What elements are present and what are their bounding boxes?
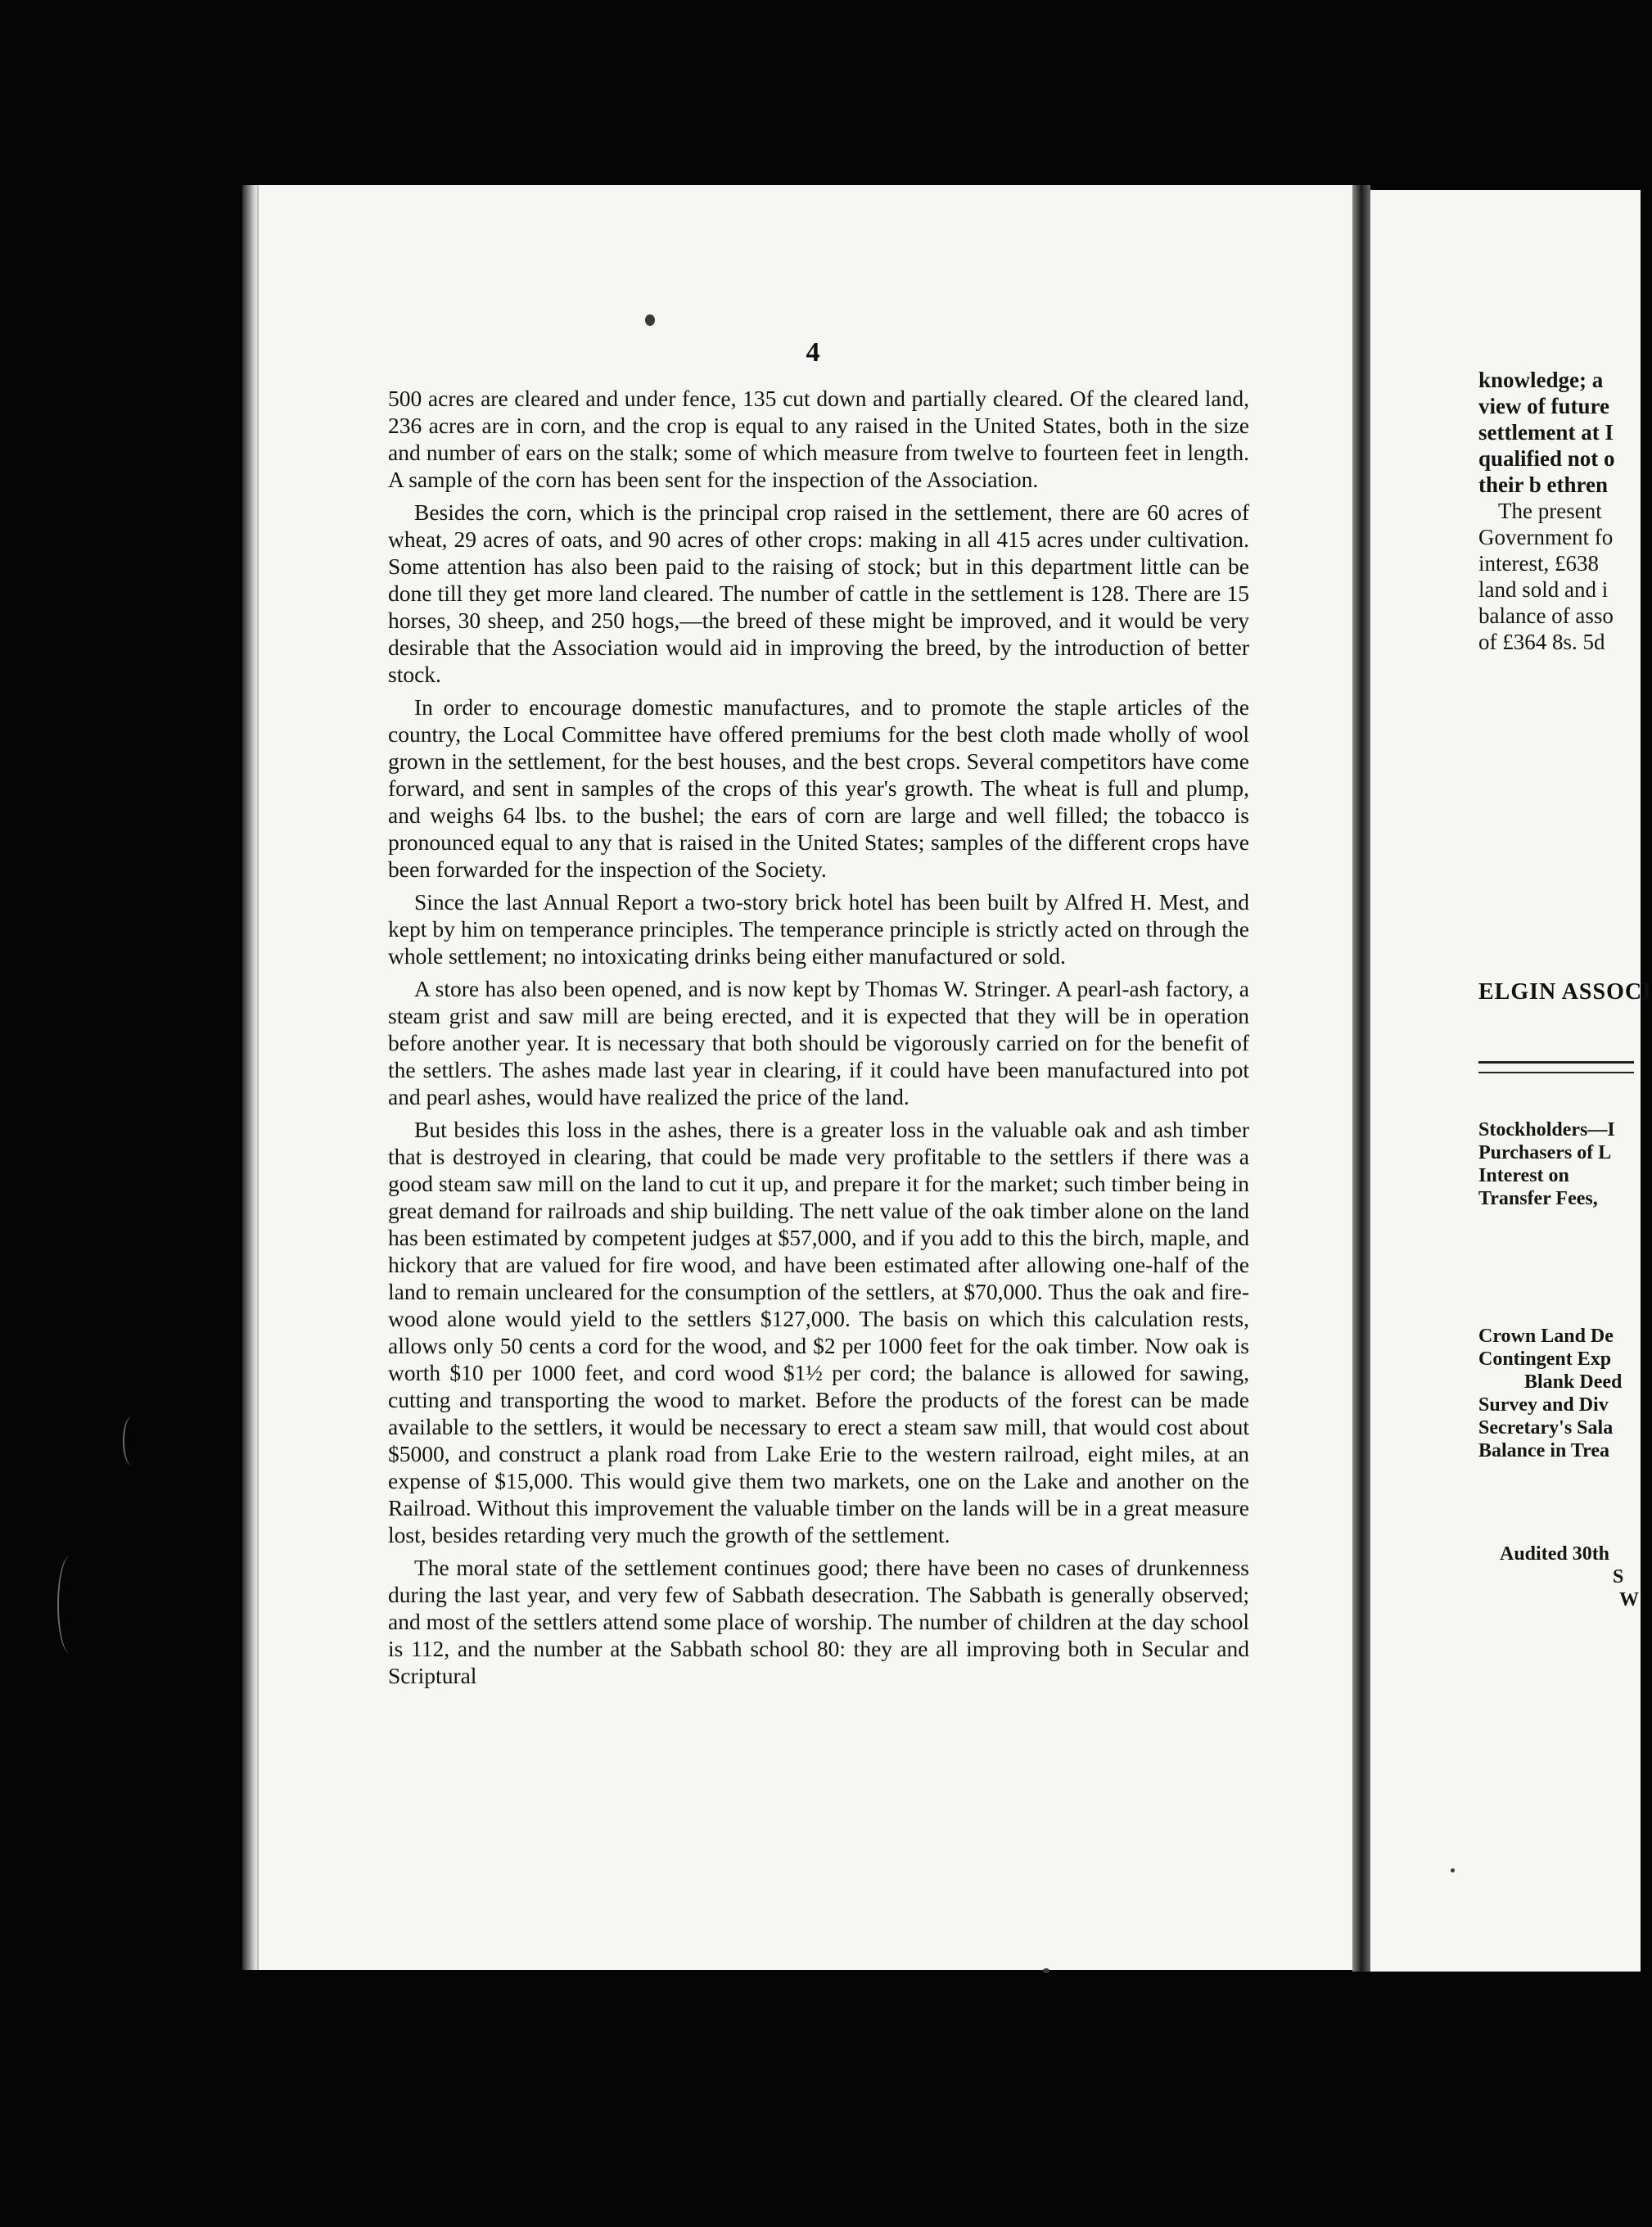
payment-line: Contingent Exp — [1478, 1348, 1612, 1370]
facing-line: interest, £638 — [1478, 551, 1599, 576]
facing-line: The present — [1498, 499, 1602, 523]
paragraph: The moral state of the settlement continues good; there have been no cases of drunkenness during the last year, and very few of Sabbath desecration. The Sabbath is generally observed; and most of the settlers attend some place of worship. The number of children at the day school is 112, and the number at the Sabbath school 80: they are all improving both in Secular and Scriptural — [388, 1555, 1249, 1688]
receipt-line: Transfer Fees, — [1478, 1188, 1598, 1209]
receipt-line: Interest on — [1478, 1165, 1569, 1186]
facing-line: knowledge; a — [1478, 368, 1604, 392]
audit-note — [1500, 1543, 1652, 1611]
paragraph: But besides this loss in the ashes, there is a greater loss in the valuable oak and ash timber that is destroyed in clearing, that could be made very profitable to the settlers if there was a good steam saw mill on the land to cut it up, and prepare it for the market; such timber being in great demand for railroads and ship building. The nett value of the oak timber alone on the land has been estimated by competent judges at $57,000, and if you add to this the birch, maple, and hickory that are valued for fire wood, and have been estimated after allowing one-half of the land to remain uncleared for the consumption of the settlers, at $70,000. Thus the oak and fire-wood alone would yield to the settlers $127,000. The basis on which this calculation rests, allows only 50 cents a cord for the wood, and $2 per 1000 feet for the oak timber. Now oak is worth $10 per 1000 feet, and cord wood $1½ per cord; the balance is allowed for sawing, cutting and transporting the wood to market. Before the products of the forest can be made available to the settlers, it would be necessary to erect a steam saw mill, that would cost about $5000, and construct a plank road from Lake Erie to the western railroad, eight miles, at an expense of $15,000. This would give them two markets, one on the Lake and another on the Railroad. Without this improvement the valuable timber on the lands will be in a great measure lost, besides retarding very much the growth of the settlement. — [388, 1117, 1249, 1547]
facing-line: land sold and i — [1478, 577, 1609, 602]
facing-line: their b ethren — [1478, 472, 1608, 497]
paragraph: A store has also been opened, and is now kept by Thomas W. Stringer. A pearl-ash factory, a steam grist and saw mill are being erected, and it is expected that they will be in operation before another year. It is necessary that both should be vigorously carried on for the benefit of the settlers. The ashes made last year in clearing, if it could have been manufactured into pot and pearl ashes, would have realized the price of the land. — [388, 976, 1249, 1109]
page-body — [388, 385, 1249, 1695]
dust-speck — [645, 314, 655, 326]
paragraph: In order to encourage domestic manufactures, and to promote the staple articles of the country, the Local Committee have offered premiums for the best cloth made wholly of wool grown in the settlement, for the best houses, and the best crops. Several competitors have come forward, and sent in samples of the crops of this year's growth. The wheat is full and plump, and weighs 64 lbs. to the bushel; the ears of corn are large and well filled; the tobacco is pronounced equal to any that is raised in the United States; samples of the different crops have been forwarded for the inspection of the Society. — [388, 694, 1249, 882]
dust-speck — [1451, 1868, 1455, 1872]
scanner-edge — [242, 185, 257, 1970]
audit-line: S — [1613, 1566, 1624, 1588]
payment-line: Blank Deed — [1524, 1371, 1623, 1393]
page-number: 4 — [806, 337, 820, 368]
facing-line: of £364 8s. 5d — [1478, 630, 1605, 654]
payment-line: Survey and Div — [1478, 1394, 1609, 1416]
payment-line: Secretary's Sala — [1478, 1417, 1614, 1439]
paragraph: Besides the corn, which is the principal crop raised in the settlement, there are 60 acres of wheat, 29 acres of oats, and 90 acres of other crops: making in all 415 acres under cultivation. Some attention has also been paid to the raising of stock; but in this department little can be done till they get more land cleared. The number of cattle in the settlement is 128. There are 15 horses, 30 sheep, and 250 hogs,—the breed of these might be improved, and it would be very desirable that the Association would aid in improving the breed, by the introduction of better stock. — [388, 499, 1249, 687]
double-rule — [1478, 1061, 1634, 1073]
paragraph: Since the last Annual Report a two-story brick hotel has been built by Alfred H. Mest, and kept by him on temperance principles. The temperance principle is strictly acted on through the whole settlement; no intoxicating drinks being either manufactured or sold. — [388, 889, 1249, 969]
payments-list — [1478, 1325, 1631, 1462]
facing-page-text — [1478, 367, 1631, 655]
facing-line: settlement at I — [1478, 420, 1614, 445]
payment-line: Crown Land De — [1478, 1326, 1614, 1347]
paragraph: 500 acres are cleared and under fence, 135 cut down and partially cleared. Of the cleared land, 236 acres are in corn, and the crop is equal to any raised in the United States, both in the size and number of ears on the stalk; some of which measure from twelve to fourteen feet in length. A sample of the corn has been sent for the inspection of the Association. — [388, 386, 1249, 492]
receipt-line: Purchasers of L — [1478, 1142, 1612, 1163]
receipts-list — [1478, 1118, 1631, 1210]
book-gutter — [1352, 185, 1370, 1972]
film-scratch — [57, 1556, 84, 1654]
film-scratch — [123, 1416, 141, 1466]
facing-heading: ELGIN ASSOCI — [1478, 979, 1652, 1005]
receipt-line: Stockholders—I — [1478, 1119, 1615, 1141]
facing-line: balance of asso — [1478, 603, 1614, 628]
dust-speck — [1043, 1968, 1049, 1973]
facing-line: qualified not o — [1478, 446, 1615, 471]
facing-line: view of future — [1478, 394, 1609, 418]
facing-line: Government fo — [1478, 525, 1614, 549]
audit-line: W — [1619, 1589, 1639, 1610]
audit-line: Audited 30th — [1500, 1543, 1610, 1565]
payment-line: Balance in Trea — [1478, 1440, 1610, 1461]
